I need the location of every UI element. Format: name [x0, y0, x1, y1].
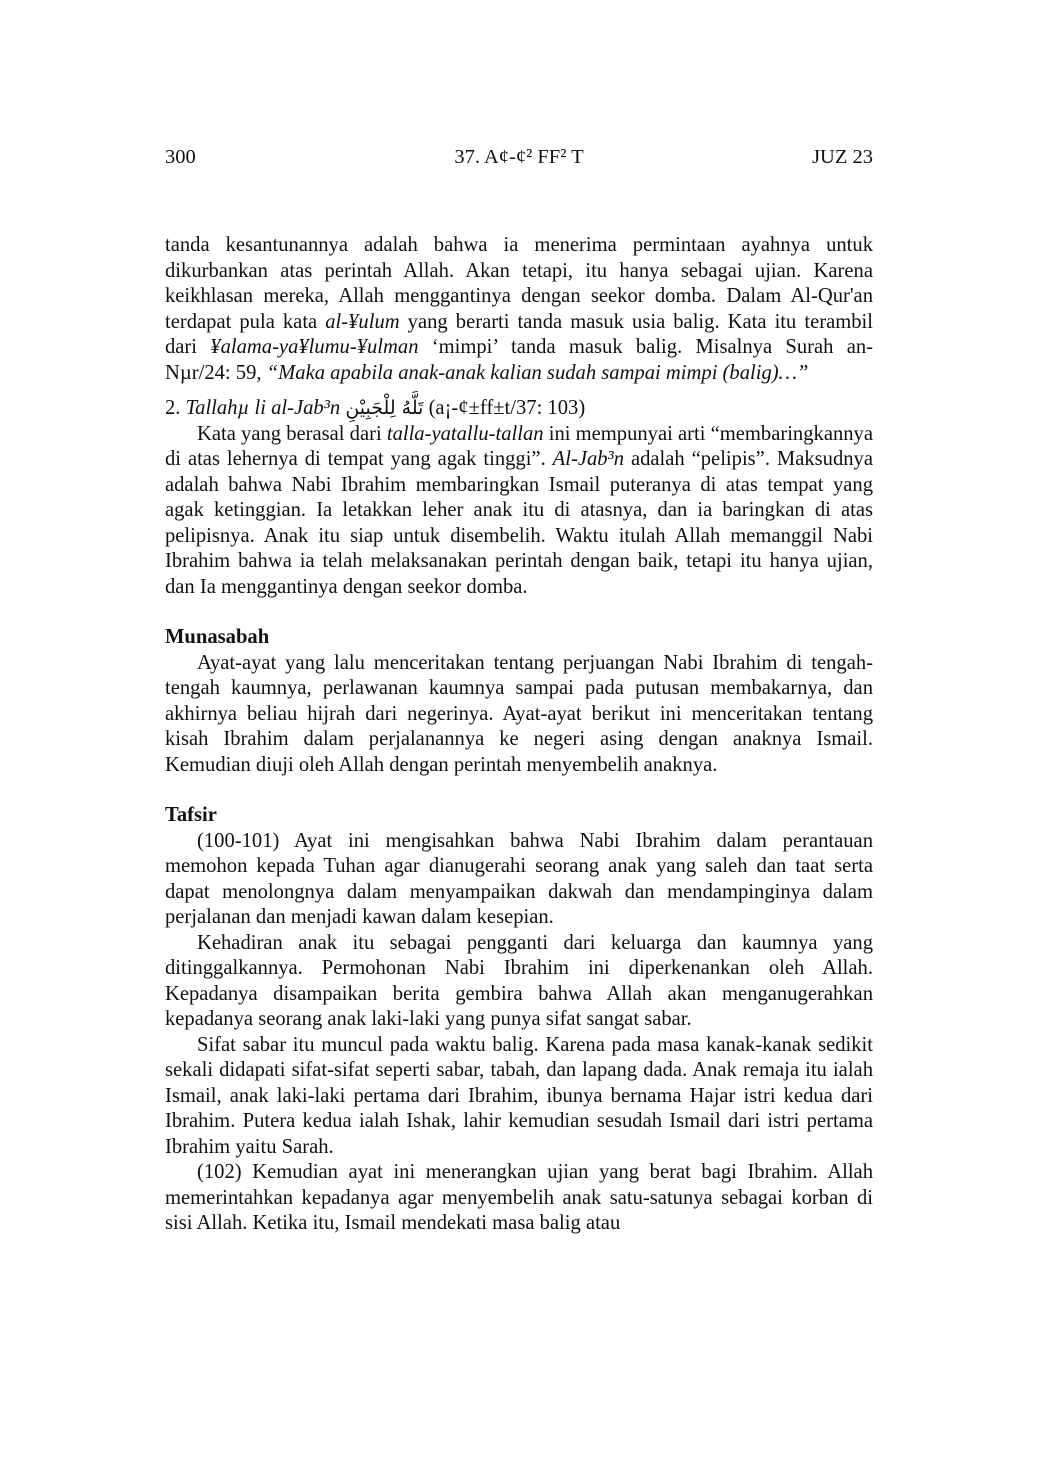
paragraph-tanda-kesantunan: tanda kesantunannya adalah bahwa ia menerima permintaan ayahnya untuk dikurbankan atas perintah Allah. Akan tetapi, itu hanya sebagai ujian. Karena keikhlasan mereka, Allah menggantinya dengan seekor domba. Dalam Al-Qur'an terdapat pula kata al-¥ulum yang berarti tanda masuk usia balig. Kata itu terambil dari ¥alama-ya¥lumu-¥ulman ‘mimpi’ tanda masuk balig. Misalnya Surah an-Nµr/24: 59, “Maka apabila anak-anak kalian sudah sampai mimpi (balig)…” [165, 234, 873, 384]
arabic-phrase: تَلَّهُ لِلْجَبِيْنِ [345, 397, 424, 419]
tafsir-paragraph-3: Sifat sabar itu muncul pada waktu balig. Karena pada masa kanak-kanak sedikit sekali didapati sifat-sifat seperti sabar, tabah, dan lapang dada. Anak remaja itu ialah Ismail, anak laki-laki pertama dari Ibrahim, ibunya bernama Hajar istri kedua dari Ibrahim. Putera kedua ialah Ishak, lahir kemudian sesudah Ismail dari istri pertama Ibrahim yaitu Sarah. [165, 1033, 873, 1158]
running-header [165, 146, 873, 172]
item-reference: (a¡-¢±ff±t/37: 103) [423, 397, 586, 419]
vocabulary-item-2 [165, 396, 873, 422]
munasabah-paragraph: Ayat-ayat yang lalu menceritakan tentang perjuangan Nabi Ibrahim di tengah-tengah kaumnya, perlawanan kaumnya sampai pada putusan membakarnya, dan akhirnya beliau hijrah dari negerinya. Ayat-ayat berikut ini menceritakan tentang kisah Ibrahim dalam perjalanannya ke negeri asing dengan anaknya Ismail. Kemudian diuji oleh Allah dengan perintah menyembelih anaknya. [165, 651, 873, 776]
tafsir-paragraph-4: (102) Kemudian ayat ini menerangkan ujian yang berat bagi Ibrahim. Allah memerintahkan kepadanya agar menyembelih anak satu-satunya sebagai korban di sisi Allah. Ketika itu, Ismail mendekati masa balig atau [165, 1161, 873, 1234]
surah-title: 37. A¢-¢² FF² T [454, 146, 584, 168]
page-body [165, 233, 873, 1237]
term-halama: ¥alama-ya¥lumu-¥ulman [210, 336, 419, 358]
page-number: 300 [165, 146, 196, 168]
munasabah-heading: Munasabah [165, 626, 270, 648]
quran-quote: “Maka apabila anak-anak kalian sudah sampai mimpi (balig)…” [266, 361, 809, 384]
item-term: Tallahµ li al-Jab³n [185, 397, 341, 419]
tafsir-heading: Tafsir [165, 804, 217, 826]
item-number: 2. [165, 397, 186, 419]
term-al-jabin: Al-Jab³n [552, 448, 625, 470]
paragraph-talla: Kata yang berasal dari talla-yatallu-tallan ini mempunyai arti “membaringkannya di atas lehernya di tempat yang agak tinggi”. Al-Jab³n adalah “pelipis”. Maksudnya adalah bahwa Nabi Ibrahim membaringkan Ismail puteranya di atas tempat yang agak ketinggian. Ia letakkan leher anak itu di atasnya, dan ia baringkan di atas pelipisnya. Anak itu siap untuk disembelih. Waktu itulah Allah memanggil Nabi Ibrahim bahwa ia telah melaksanakan perintah dengan baik, tetapi itu hanya ujian, dan Ia menggantinya dengan seekor domba. [165, 422, 873, 598]
term-talla: talla-yatallu-tallan [386, 422, 544, 445]
tafsir-paragraph-1: (100-101) Ayat ini mengisahkan bahwa Nabi Ibrahim dalam perantauan memohon kepada Tuhan agar dianugerahi seorang anak yang saleh dan taat serta dapat menolongnya dalam menyampaikan dakwah dan mendampinginya dalam perjalanan dan menjadi kawan dalam kesepian. [165, 829, 873, 928]
tafsir-paragraph-2: Kehadiran anak itu sebagai pengganti dari keluarga dan kaumnya yang ditinggalkannya. Permohonan Nabi Ibrahim ini diperkenankan oleh Allah. Kepadanya disampaikan berita gembira bahwa Allah akan menganugerahkan kepadanya seorang anak laki-laki yang punya sifat sangat sabar. [165, 931, 873, 1030]
juz-label: JUZ 23 [812, 146, 873, 168]
term-al-hulum: al-¥ulum [325, 310, 400, 333]
